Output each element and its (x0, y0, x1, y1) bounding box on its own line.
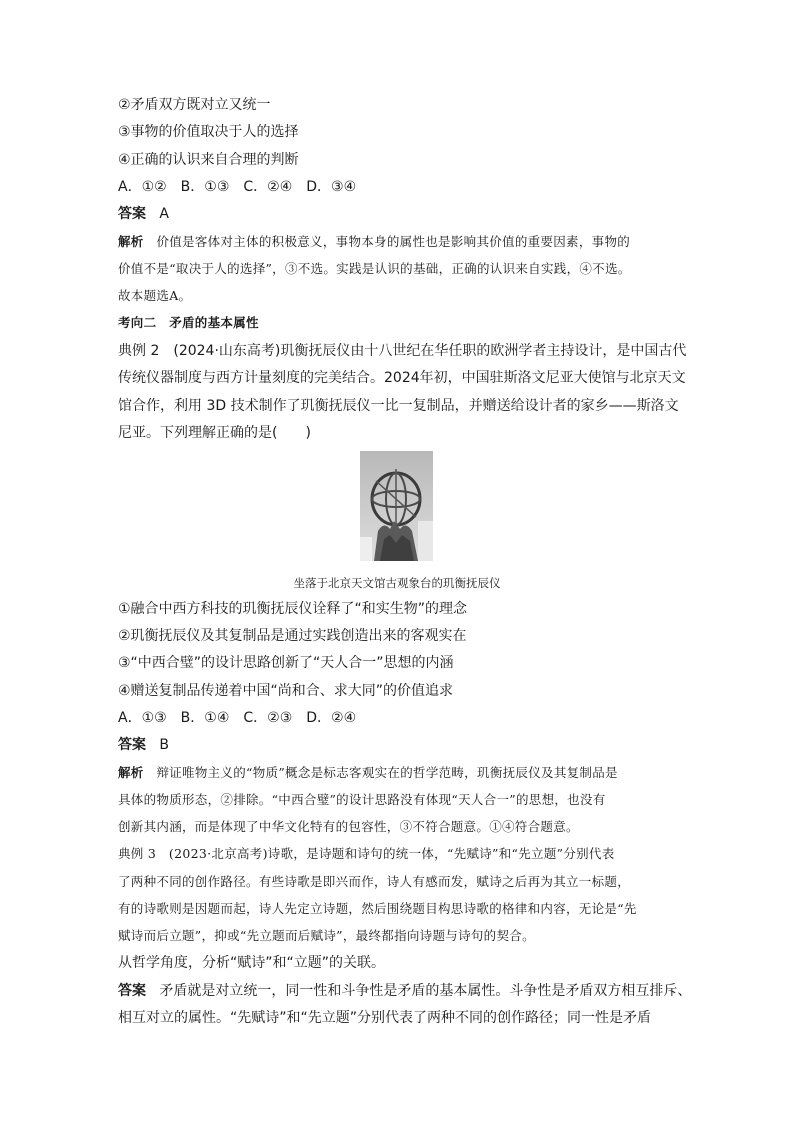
analysis-label: 解析 (118, 234, 144, 249)
q3-answer-line-1: 答案 矛盾就是对立统一，同一性和斗争性是矛盾的基本属性。斗争性是矛盾双方相互排斥、 (118, 983, 692, 999)
q1-option-2: ②矛盾双方既对立又统一 (118, 97, 271, 113)
q3-stem-line-4: 赋诗而后立题”，抑或“先立题而后赋诗”，最终都指向诗题与诗句的契合。 (118, 928, 535, 943)
q1-option-3: ③事物的价值取决于人的选择 (118, 124, 299, 140)
q2-stem-line-3: 馆合作，利用 3D 技术制作了玑衡抚辰仪一比一复制品，并赠送给设计者的家乡——斯洛文 (118, 398, 679, 414)
q3-question: 从哲学角度，分析“赋诗”和“立题”的关联。 (118, 955, 386, 971)
q1-analysis-line-2: 价值不是“取决于人的选择”，③不选。实践是认识的基础，正确的认识来自实践，④不选。 (118, 261, 631, 276)
q2-option-1: ①融合中西方科技的玑衡抚辰仪诠释了“和实生物”的理念 (118, 601, 468, 617)
q1-analysis-line-3: 故本题选A。 (118, 288, 192, 303)
q2-answer-row (118, 735, 678, 755)
q3-stem-line-3: 有的诗歌则是因题而起，诗人先定立诗题，然后围绕题目构思诗歌的格律和内容，无论是“先 (118, 901, 637, 916)
q2-stem-line-2: 传统仪器制度与西方计量刻度的完美结合。2024年初，中国驻斯洛文尼亚大使馆与北京天文 (118, 370, 686, 386)
q2-answer: B (159, 737, 169, 753)
q3-answer-line-2: 相互对立的属性。“先赋诗”和“先立题”分别代表了两种不同的创作路径；同一性是矛盾 (118, 1010, 652, 1026)
q2-option-3: ③“中西合璧”的设计思路创新了“天人合一”思想的内涵 (118, 655, 454, 671)
q2-analysis-line-3: 创新其内涵，而是体现了中华文化特有的包容性，③不符合题意。①④符合题意。 (118, 819, 579, 834)
q2-stem-line-1: 典例 2 (2024·山东高考)玑衡抚辰仪由十八世纪在华任职的欧洲学者主持设计，是中国古代 (118, 343, 687, 359)
q2-analysis-line-1: 解析 辩证唯物主义的“物质”概念是标志客观实在的哲学范畴，玑衡抚辰仪及其复制品是 (118, 765, 618, 780)
image-caption: 坐落于北京天文馆古观象台的玑衡抚辰仪 (293, 576, 501, 590)
q3-stem-line-2: 了两种不同的创作路径。有些诗歌是即兴而作，诗人有感而发，赋诗之后再为其立一标题， (118, 874, 631, 889)
q2-stem-line-4: 尼亚。下列理解正确的是( ) (118, 425, 311, 441)
q1-answer-row (118, 204, 678, 224)
answer-label: 答案 (118, 206, 146, 222)
q2-analysis-line-2: 具体的物质形态，②排除。“中西合璧”的设计思路没有体现“天人合一”的思想，也没有 (118, 792, 606, 807)
q1-analysis-line-1: 解析 价值是客体对主体的积极意义，事物本身的属性也是影响其价值的重要因素，事物的 (118, 234, 631, 249)
analysis-label: 解析 (118, 765, 144, 780)
armillary-sphere-image (360, 451, 433, 561)
armillary-sphere-photo (360, 451, 433, 561)
answer-label: 答案 (118, 983, 146, 999)
section-heading: 考向二 矛盾的基本属性 (118, 315, 259, 330)
q1-option-4: ④正确的认识来自合理的判断 (118, 152, 299, 168)
q1-answer: A (159, 206, 169, 222)
answer-label: 答案 (118, 737, 146, 753)
q2-option-4: ④赠送复制品传递着中国“尚和合、求大同”的价值追求 (118, 683, 454, 699)
q2-option-2: ②玑衡抚辰仪及其复制品是通过实践创造出来的客观实在 (118, 628, 467, 644)
q2-choices: A．①③ B．①④ C．②③ D．②④ (118, 710, 357, 726)
q1-choices: A．①② B．①③ C．②④ D．③④ (118, 179, 357, 195)
q3-stem-line-1: 典例 3 (2023·北京高考)诗歌，是诗题和诗句的统一体，“先赋诗”和“先立题”分别代表 (118, 846, 615, 861)
